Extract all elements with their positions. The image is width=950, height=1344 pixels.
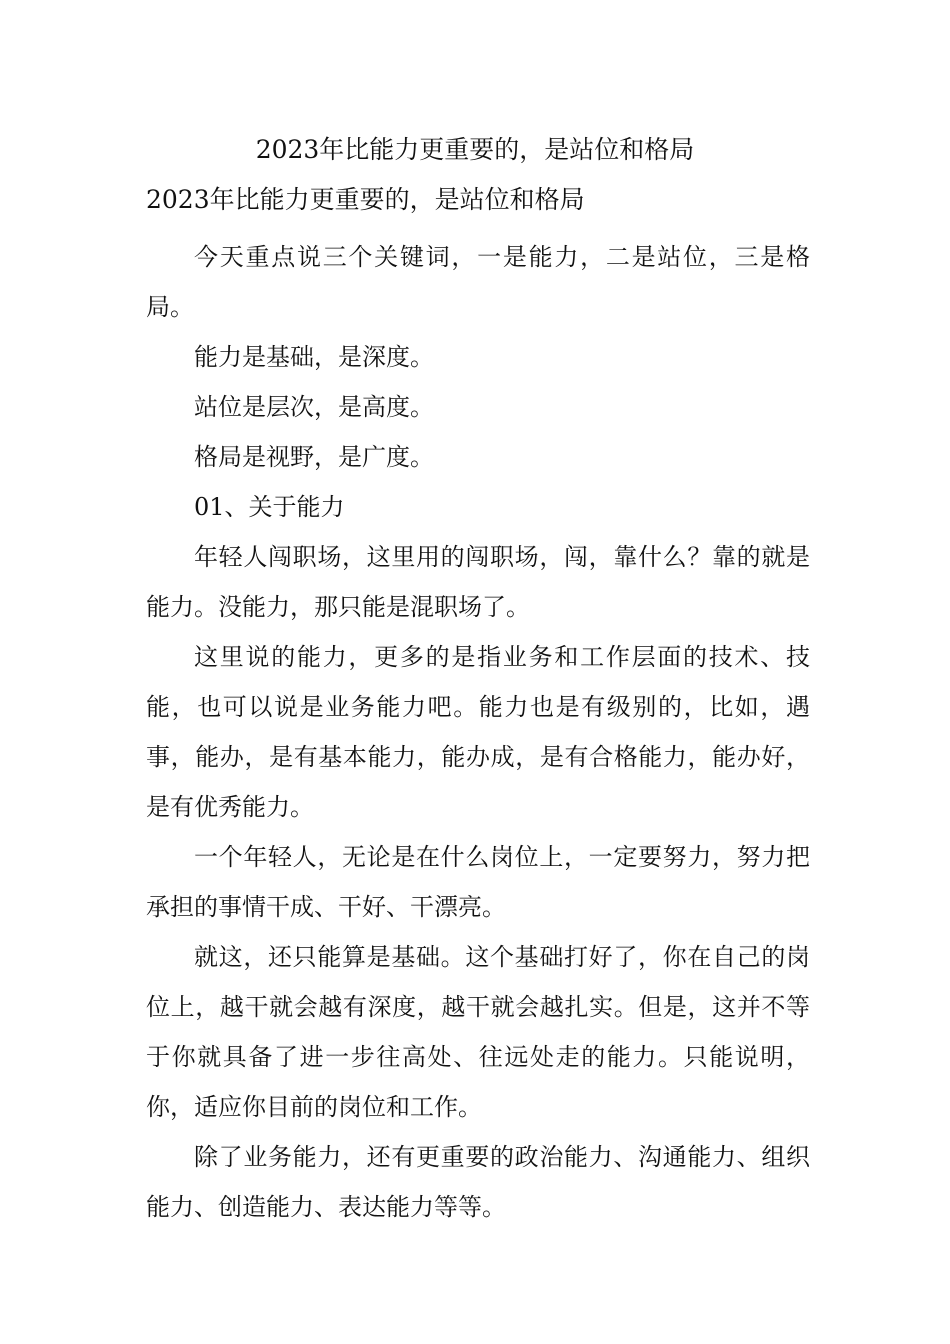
document-title: 2023年比能力更重要的，是站位和格局 <box>255 135 695 164</box>
paragraph-workplace: 年轻人闯职场，这里用的闯职场，闯，靠什么？靠的就是能力。没能力，那只能是混职场了。 <box>146 543 810 621</box>
paragraph-business-ability: 这里说的能力，更多的是指业务和工作层面的技术、技能，也可以说是业务能力吧。能力也是有级别的，比如，遇事，能办，是有基本能力，能办成，是有合格能力，能办好，是有优秀能力。 <box>146 643 810 821</box>
section-heading-ability: 01、关于能力 <box>194 493 345 521</box>
paragraph-position-definition: 站位是层次，是高度。 <box>194 393 434 421</box>
paragraph-ability-definition: 能力是基础，是深度。 <box>194 343 434 371</box>
document-subtitle: 2023年比能力更重要的，是站位和格局 <box>146 185 585 214</box>
paragraph-pattern-definition: 格局是视野，是广度。 <box>194 443 434 471</box>
paragraph-keywords: 今天重点说三个关键词，一是能力，二是站位，三是格局。 <box>146 243 810 321</box>
paragraph-other-abilities: 除了业务能力，还有更重要的政治能力、沟通能力、组织能力、创造能力、表达能力等等。 <box>146 1143 810 1221</box>
document-body <box>146 232 810 1232</box>
paragraph-effort: 一个年轻人，无论是在什么岗位上，一定要努力，努力把承担的事情干成、干好、干漂亮。 <box>146 843 810 921</box>
paragraph-foundation: 就这，还只能算是基础。这个基础打好了，你在自己的岗位上，越干就会越有深度，越干就会越扎实。但是，这并不等于你就具备了进一步往高处、往远处走的能力。只能说明，你，适应你目前的岗位和工作。 <box>146 943 810 1121</box>
